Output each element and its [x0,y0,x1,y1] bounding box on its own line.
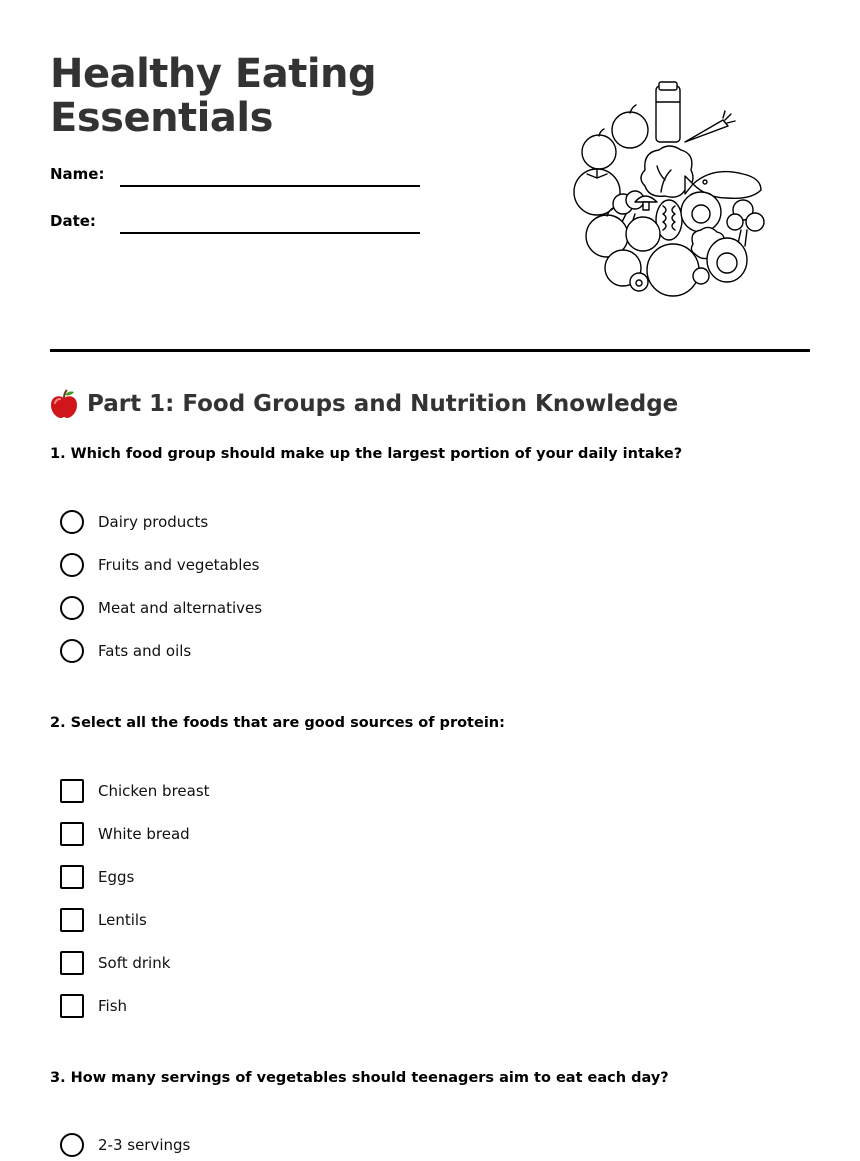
option-label: Meat and alternatives [98,599,263,617]
name-label: Name: [50,165,105,183]
option-label: Fish [98,997,128,1015]
section-heading-text: Part 1: Food Groups and Nutrition Knowledge [87,391,679,417]
q1-option-fats-oils[interactable] [60,638,460,664]
radio-button[interactable] [60,1133,84,1157]
header-divider [50,349,810,352]
question-3: 3. How many servings of vegetables should teenagers aim to eat each day? [50,1070,669,1086]
radio-button[interactable] [60,639,84,663]
question-2: 2. Select all the foods that are good sources of protein: [50,715,505,731]
option-label: Dairy products [98,513,209,531]
food-illustration-icon [565,80,775,305]
q1-option-dairy[interactable] [60,509,460,535]
q2-option-chicken-breast[interactable] [60,778,460,804]
q2-option-eggs[interactable] [60,864,460,890]
checkbox[interactable] [60,779,84,803]
option-label: Fats and oils [98,642,192,660]
q2-option-soft-drink[interactable] [60,950,460,976]
option-label: Fruits and vegetables [98,556,260,574]
title-line-1: Healthy Eating [50,51,377,97]
date-input-line[interactable] [120,232,420,234]
name-input-line[interactable] [120,185,420,187]
q2-option-white-bread[interactable] [60,821,460,847]
checkbox[interactable] [60,865,84,889]
page-title [50,52,410,140]
title-line-2: Essentials [50,95,273,141]
q1-option-meat[interactable] [60,595,460,621]
checkbox[interactable] [60,822,84,846]
option-label: Soft drink [98,954,171,972]
q3-option-2-3-servings[interactable] [60,1132,460,1158]
checkbox[interactable] [60,994,84,1018]
radio-button[interactable] [60,510,84,534]
radio-button[interactable] [60,553,84,577]
q2-option-lentils[interactable] [60,907,460,933]
date-label: Date: [50,212,96,230]
checkbox[interactable] [60,951,84,975]
option-label: 2-3 servings [98,1136,191,1154]
section-heading-part-1 [50,388,678,420]
question-1: 1. Which food group should make up the largest portion of your daily intake? [50,446,683,462]
checkbox[interactable] [60,908,84,932]
option-label: Eggs [98,868,135,886]
name-field-row [50,165,430,189]
option-label: Lentils [98,911,147,929]
q1-option-fruits-vegetables[interactable] [60,552,460,578]
apple-icon [50,389,78,419]
date-field-row [50,212,430,236]
option-label: White bread [98,825,190,843]
q2-option-fish[interactable] [60,993,460,1019]
radio-button[interactable] [60,596,84,620]
option-label: Chicken breast [98,782,210,800]
